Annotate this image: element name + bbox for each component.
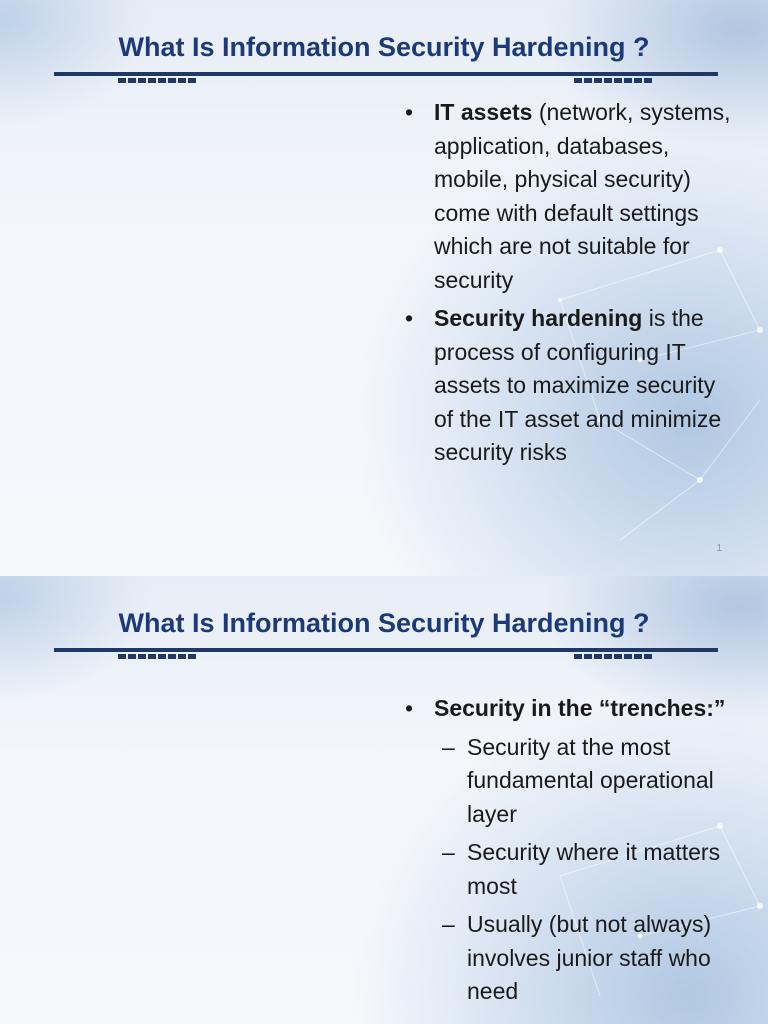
slide-body (405, 96, 735, 475)
sub-bullet-item: – Security at the most fundamental operational layer (405, 731, 735, 832)
title-underline (54, 648, 718, 652)
title-underline (54, 72, 718, 76)
title-underline-dashes-right (574, 78, 654, 83)
bullet-text: is the process of configuring IT assets to maximize security of the IT asset and minimize security risks (434, 305, 722, 465)
sub-bullet-item: – Security where it matters most (405, 836, 735, 903)
bullet-item (405, 96, 735, 297)
title-underline-dashes-left (118, 78, 198, 83)
bullet-item (405, 302, 735, 470)
title-underline-dashes-right (574, 654, 654, 659)
slide-title: What Is Information Security Hardening ? (118, 32, 650, 62)
sub-bullet-item: – Usually (but not always) involves junior staff who need (405, 908, 735, 1009)
bullet-bold-term: Security in the “trenches:” (434, 695, 726, 721)
bullet-bold-term: Security hardening (434, 305, 643, 331)
bullet-text: (network, systems, application, databases, mobile, physical security) come with default settings which are not suitable for security (434, 99, 731, 293)
title-underline-dashes-left (118, 654, 198, 659)
bullet-item (405, 692, 735, 726)
bullet-bold-term: IT assets (434, 99, 533, 125)
slide-body (405, 692, 735, 1014)
slide-title: What Is Information Security Hardening ? (118, 608, 650, 638)
page-number: 1 (716, 543, 722, 554)
slide-2 (0, 576, 768, 1024)
